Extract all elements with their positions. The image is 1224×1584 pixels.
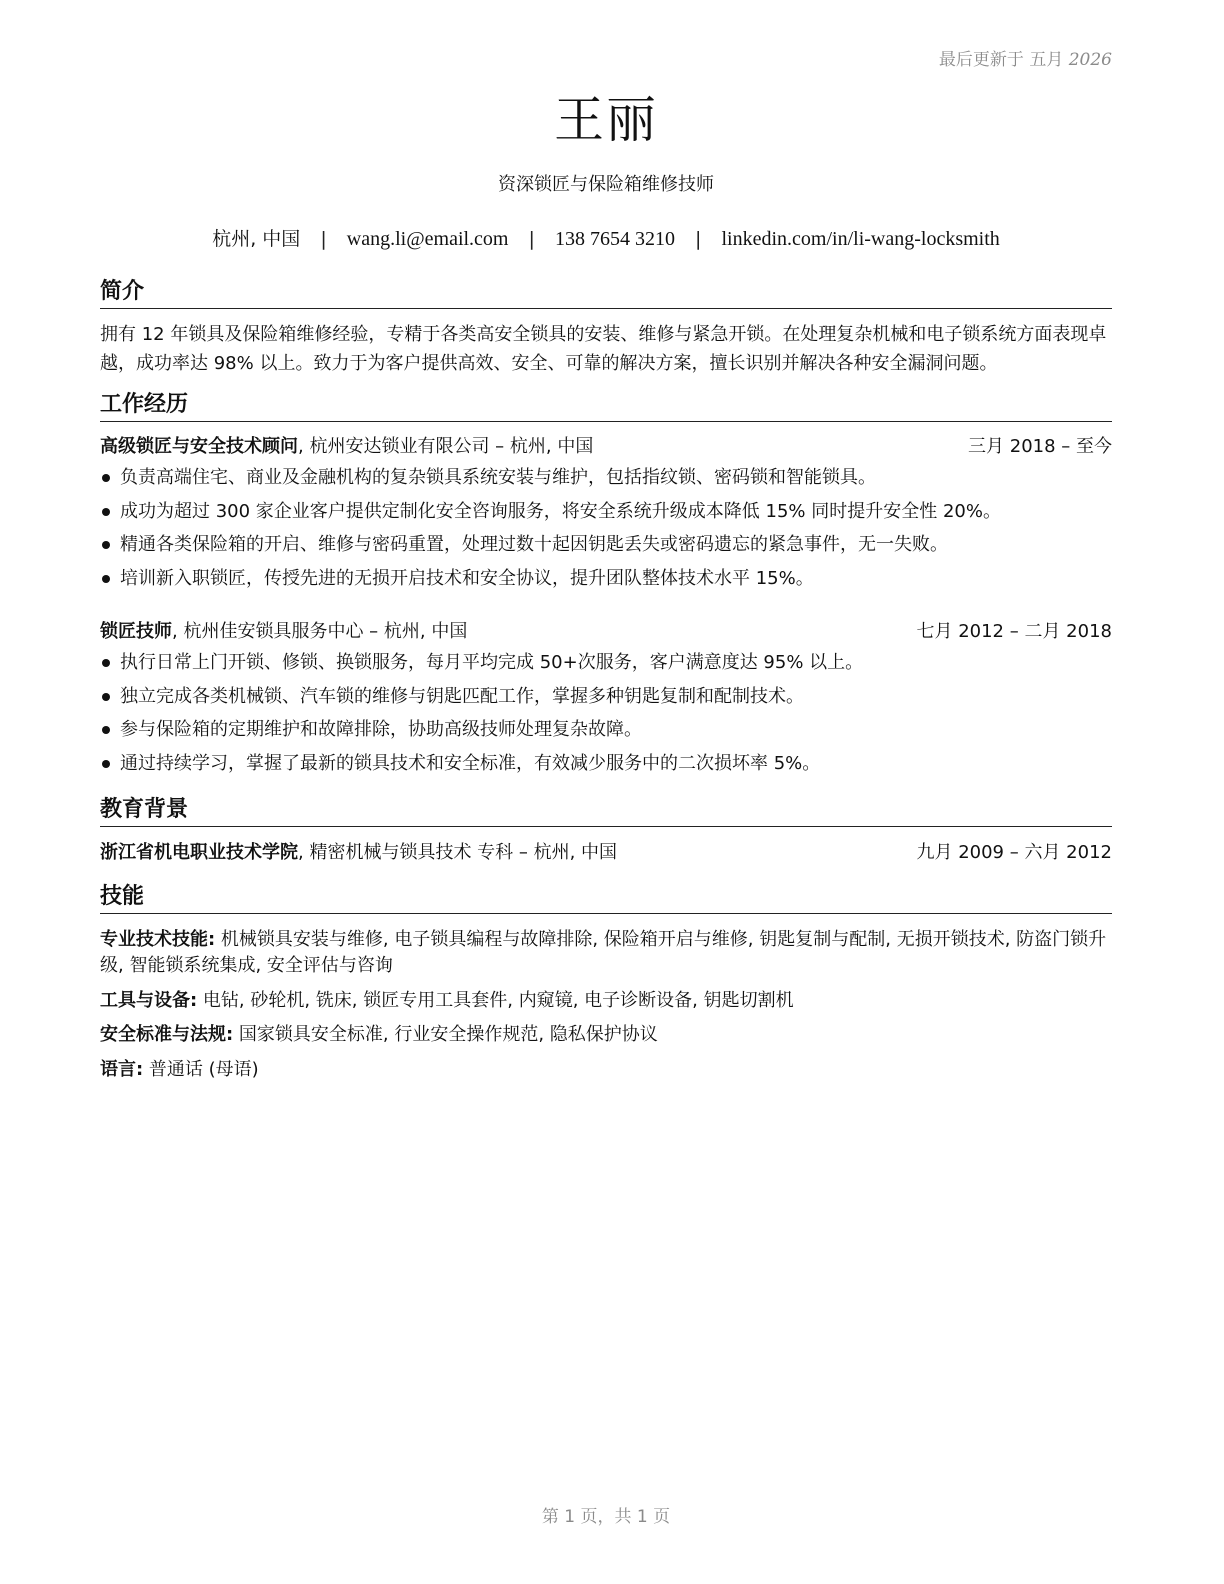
page-footer: 第 1 页，共 1 页: [541, 1507, 671, 1527]
contact-phone: 138 7654 3210: [555, 228, 675, 250]
bullet-item: [100, 717, 1112, 751]
skill-item: [100, 988, 1112, 1014]
bullet-icon: [102, 659, 110, 667]
job-header: [100, 434, 1112, 460]
skill-value: 电钻, 砂轮机, 铣床, 锁匠专用工具套件, 内窥镜, 电子诊断设备, 钥匙切割机: [197, 990, 794, 1011]
contact-separator: |: [528, 228, 535, 250]
bullet-item: [100, 650, 1112, 684]
bullet-icon: [102, 541, 110, 549]
bullet-text: 成功为超过 300 家企业客户提供定制化安全咨询服务，将安全系统升级成本降低 15% 同时提升安全性 20%。: [120, 500, 1001, 522]
bullet-text: 通过持续学习，掌握了最新的锁具技术和安全标准，有效减少服务中的二次损坏率 5%。: [120, 752, 821, 774]
school-name: 浙江省机电职业技术学院: [100, 842, 298, 863]
bullet-item: [100, 751, 1112, 785]
bullet-item: [100, 465, 1112, 499]
education-detail: , 精密机械与锁具技术 专科 – 杭州, 中国: [298, 842, 618, 863]
bullet-icon: [102, 575, 110, 583]
last-updated-prefix: 最后更新于 五月: [938, 50, 1064, 70]
last-updated-year: 2026: [1068, 50, 1112, 70]
bullet-item: [100, 532, 1112, 566]
job-bullets: [100, 650, 1112, 784]
skill-label: 工具与设备:: [100, 990, 198, 1011]
contact-line: [100, 224, 1112, 251]
resume-page: [100, 0, 1112, 1584]
skills-heading: 技能: [100, 883, 1112, 914]
bullet-icon: [102, 726, 110, 734]
skill-value: 国家锁具安全标准, 行业安全操作规范, 隐私保护协议: [233, 1024, 658, 1045]
skill-value: 普通话 (母语): [143, 1059, 259, 1080]
education-dates: 九月 2009 – 六月 2012: [916, 842, 1112, 863]
bullet-item: [100, 566, 1112, 600]
job-dates: 三月 2018 – 至今: [968, 436, 1112, 457]
bullet-icon: [102, 760, 110, 768]
bullet-item: [100, 499, 1112, 533]
bullet-item: [100, 684, 1112, 718]
job-org: , 杭州佳安锁具服务中心 – 杭州, 中国: [172, 621, 468, 642]
contact-linkedin[interactable]: linkedin.com/in/li-wang-locksmith: [721, 228, 1000, 250]
bullet-icon: [102, 693, 110, 701]
bullet-text: 执行日常上门开锁、修锁、换锁服务，每月平均完成 50+次服务，客户满意度达 95% 以上。: [120, 652, 864, 673]
job-title: 锁匠技师: [100, 621, 172, 642]
skill-label: 语言:: [100, 1059, 144, 1080]
education-row: [100, 840, 1112, 866]
person-name: 王丽: [554, 91, 658, 149]
job-org: , 杭州安达锁业有限公司 – 杭州, 中国: [298, 436, 594, 457]
bullet-text: 培训新入职锁匠，传授先进的无损开启技术和安全协议，提升团队整体技术水平 15%。: [120, 567, 814, 589]
skill-item: [100, 1022, 1112, 1048]
last-updated: [939, 45, 1112, 70]
experience-heading: 工作经历: [100, 391, 1112, 422]
skill-label: 专业技术技能:: [100, 929, 216, 950]
summary-text: 拥有 12 年锁具及保险箱维修经验，专精于各类高安全锁具的安装、维修与紧急开锁。在处理复杂机械和电子锁系统方面表现卓越，成功率达 98% 以上。致力于为客户提供高效、安全、可靠的解决方案，擅长识别并解决各种安全漏洞问题。: [100, 324, 1107, 374]
bullet-icon: [102, 508, 110, 516]
contact-location: 杭州, 中国: [212, 228, 301, 250]
skill-value: 机械锁具安装与维修, 电子锁具编程与故障排除, 保险箱开启与维修, 钥匙复制与配制, 无损开锁技术, 防盗门锁升级, 智能锁系统集成, 安全评估与咨询: [100, 929, 1107, 976]
job-bullets: [100, 465, 1112, 599]
job-title: 高级锁匠与安全技术顾问: [100, 436, 298, 457]
contact-separator: |: [320, 228, 327, 250]
summary-heading: 简介: [100, 278, 1112, 309]
skill-item: [100, 1057, 1112, 1083]
headline: 资深锁匠与保险箱维修技师: [498, 174, 714, 195]
bullet-text: 独立完成各类机械锁、汽车锁的维修与钥匙匹配工作，掌握多种钥匙复制和配制技术。: [120, 685, 804, 707]
skill-label: 安全标准与法规:: [100, 1024, 234, 1045]
job-dates: 七月 2012 – 二月 2018: [916, 621, 1112, 642]
contact-separator: |: [695, 228, 702, 250]
job-header: [100, 619, 1112, 645]
bullet-icon: [102, 474, 110, 482]
bullet-text: 参与保险箱的定期维护和故障排除，协助高级技师处理复杂故障。: [120, 719, 642, 740]
skill-item: [100, 927, 1112, 979]
education-heading: 教育背景: [100, 796, 1112, 827]
bullet-text: 负责高端住宅、商业及金融机构的复杂锁具系统安装与维护，包括指纹锁、密码锁和智能锁具。: [120, 467, 876, 488]
bullet-text: 精通各类保险箱的开启、维修与密码重置，处理过数十起因钥匙丢失或密码遗忘的紧急事件，无一失败。: [120, 534, 948, 555]
contact-email[interactable]: wang.li@email.com: [346, 228, 509, 250]
